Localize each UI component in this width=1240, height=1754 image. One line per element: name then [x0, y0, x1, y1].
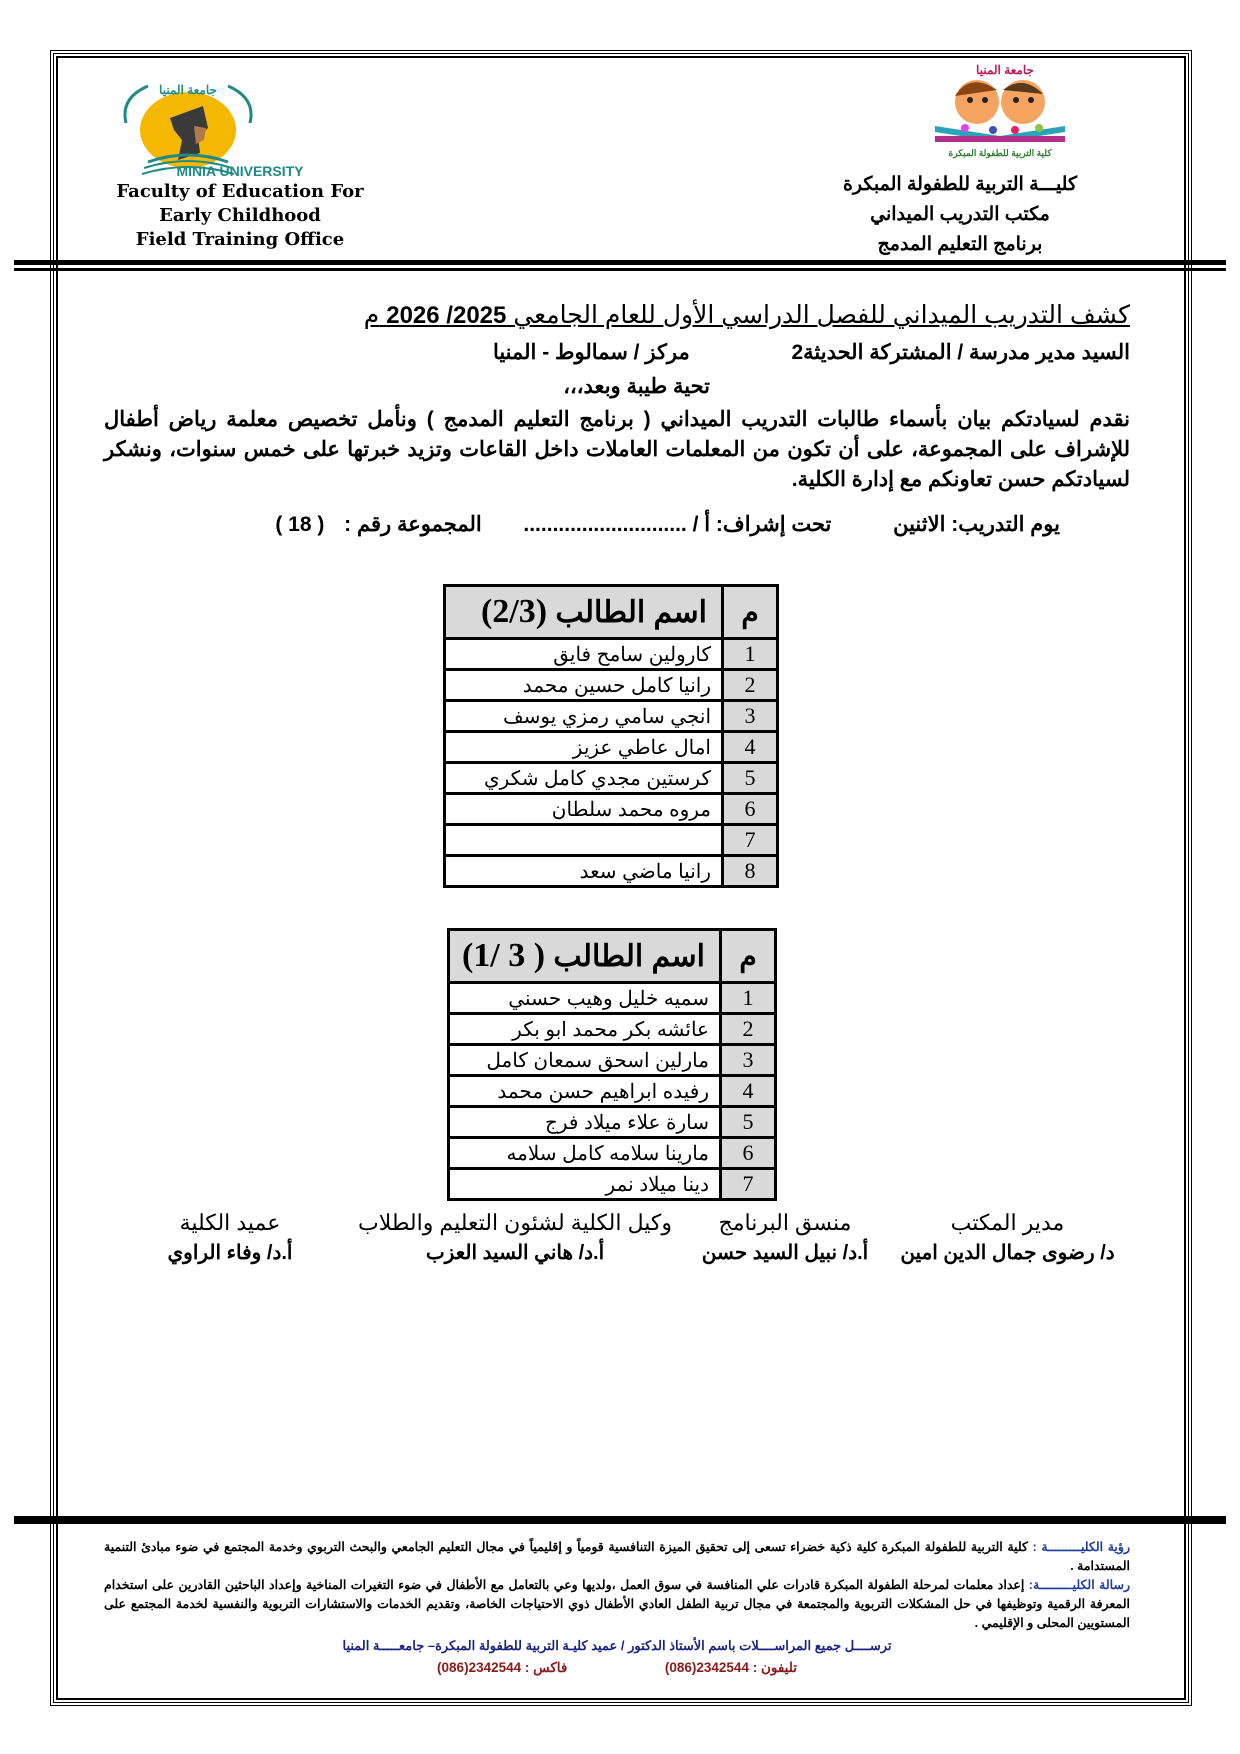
- table-row: [449, 1076, 776, 1107]
- phone-number: تليفون : 2342544(086): [664, 1660, 797, 1675]
- signature-title-program-coordinator: منسق البرنامج: [718, 1210, 852, 1235]
- student-name: دينا ميلاد نمر: [449, 1169, 721, 1200]
- student-name: كارولين سامح فايق: [445, 639, 723, 670]
- header-separator-thin: [14, 268, 1226, 271]
- row-number: 7: [721, 1169, 776, 1200]
- table-row: [445, 825, 778, 856]
- footer-separator: [14, 1516, 1226, 1524]
- addressee-line: [130, 340, 1130, 365]
- signature-name-vice-dean: أ.د/ هاني السيد العزب: [425, 1242, 605, 1264]
- student-name: مارينا سلامه كامل سلامه: [449, 1138, 721, 1169]
- row-number: 2: [721, 1014, 776, 1045]
- row-number: 6: [721, 1138, 776, 1169]
- vision-text: كلية التربية للطفولة المبكرة كلية ذكية خضراء تسعى إلى تحقيق الميزة التنافسية قومياً و إقليمياً في مجال التعليم الجامعي والبحث التربوي وخدمة المجتمع في ضوء مبادئ التنمية المستدامة .: [104, 1540, 1130, 1573]
- office-name-ar: مكتب التدريب الميداني: [870, 204, 1050, 225]
- vision-paragraph: [104, 1538, 1130, 1576]
- document-title: [364, 300, 1130, 330]
- student-name: رانيا كامل حسين محمد: [445, 670, 723, 701]
- header-name-text: اسم الطالب: [553, 940, 705, 973]
- title-year: 2025/ 2026: [386, 302, 507, 329]
- table-row: [449, 1138, 776, 1169]
- program-name-ar: برنامج التعليم المدمج: [877, 234, 1043, 255]
- table-row: [449, 1169, 776, 1200]
- faculty-name-ar: كليـــة التربية للطفولة المبكرة: [842, 174, 1078, 195]
- student-name: سميه خليل وهيب حسني: [449, 983, 721, 1014]
- row-number: 5: [721, 1107, 776, 1138]
- table-row: [449, 1107, 776, 1138]
- student-name: مارلين اسحق سمعان كامل: [449, 1045, 721, 1076]
- table-row: [445, 670, 778, 701]
- header-fraction: (2/3): [480, 593, 548, 630]
- faculty-logo: [915, 60, 1085, 160]
- table-row: [445, 856, 778, 887]
- arabic-header: [790, 170, 1130, 260]
- signature-title-office-manager: مدير المكتب: [950, 1210, 1065, 1235]
- column-header-name: [445, 586, 723, 639]
- table-row: [445, 763, 778, 794]
- group-number: ( 18 ): [275, 513, 325, 536]
- header-fraction: ( 3 /1): [461, 937, 546, 974]
- signature-name-dean: أ.د/ وفاء الراوي: [167, 1242, 293, 1264]
- right-logo-bottom-text: كلية التربية للطفولة المبكرة: [948, 148, 1052, 158]
- table-row: [445, 732, 778, 763]
- supervision-field: تحت إشراف: أ / ............................: [523, 513, 832, 536]
- training-day-label: يوم التدريب:: [951, 513, 1060, 536]
- mission-paragraph: [104, 1576, 1130, 1633]
- logo-arc-text: جامعة المنيا: [159, 83, 217, 97]
- student-name: انجي سامي رمزي يوسف: [445, 701, 723, 732]
- student-name: عائشه بكر محمد ابو بكر: [449, 1014, 721, 1045]
- signature-titles: [110, 1210, 1130, 1236]
- student-name: سارة علاء ميلاد فرج: [449, 1107, 721, 1138]
- student-name: رانيا ماضي سعد: [445, 856, 723, 887]
- row-number: 3: [721, 1045, 776, 1076]
- title-suffix: م: [363, 301, 380, 329]
- office-name-en: Field Training Office: [135, 229, 345, 250]
- column-header-number: م: [723, 586, 778, 639]
- column-header-number: م: [721, 930, 776, 983]
- mission-text: إعداد معلمات لمرحلة الطفولة المبكرة قادرات علي المنافسة في سوق العمل ،ولديها وعي بالتعامل مع الأطفال في ضوء التغيرات المناخية وإعداد الباحثين القادرين على استخدام المعرفة الرقمية وتوظيفها في حل المشكلات التربوية والمجتمعة في مجال تربية الطفل العادي الأطفال ذوي الاحتياجات الخاصة، وتقديم الخدمات والاستشارات التربوية والنفسية لخدمة المجتمع على المستويين المحلى و الإقليمي .: [104, 1578, 1130, 1630]
- table-row: [449, 1045, 776, 1076]
- minia-university-caption: MINIA UNIVERSITY: [176, 163, 304, 179]
- students-table-1-of-3: [447, 928, 777, 1201]
- signature-title-dean: عميد الكلية: [179, 1210, 281, 1235]
- row-number: 8: [723, 856, 778, 887]
- group-label: المجموعة رقم :: [344, 513, 482, 536]
- row-number: 1: [721, 983, 776, 1014]
- signature-names: [110, 1240, 1130, 1265]
- letter-body: نقدم لسيادتكم بيان بأسماء طالبات التدريب الميداني ( برنامج التعليم المدمج ) ونأمل تخصيص معلمة رياض أطفال للإشراف على المجموعة، على أن تكون من المعلمات العاملات داخل القاعات وتزيد خبرتها على خمس سنوات، ونشكر لسيادتكم حسن تعاونكم مع إدارة الكلية.: [104, 408, 1130, 491]
- row-number: 4: [723, 732, 778, 763]
- signature-name-office-manager: د/ رضوى جمال الدين امين: [900, 1242, 1115, 1264]
- student-name: امال عاطي عزيز: [445, 732, 723, 763]
- faculty-name-en: Faculty of Education For: [116, 181, 364, 202]
- row-number: 4: [721, 1076, 776, 1107]
- training-day: الاثنين: [893, 513, 946, 536]
- row-number: 5: [723, 763, 778, 794]
- location: مركز / سمالوط - المنيا: [492, 341, 690, 364]
- row-number: 6: [723, 794, 778, 825]
- training-meta: [160, 512, 1060, 537]
- column-header-name: [449, 930, 721, 983]
- row-number: 3: [723, 701, 778, 732]
- fax-number: فاكس : 2342544(086): [437, 1660, 568, 1675]
- footer-vision-mission: [104, 1538, 1130, 1633]
- addressee: السيد مدير مدرسة / المشتركة الحديثة2: [791, 341, 1130, 364]
- right-logo-arc-text: جامعة المنيا: [976, 63, 1034, 77]
- table-row: [449, 1014, 776, 1045]
- row-number: 1: [723, 639, 778, 670]
- header-name-text: اسم الطالب: [555, 596, 707, 629]
- row-number: 2: [723, 670, 778, 701]
- correspondence-note: ترســــل جميع المراســــلات باسم الأستاذ الدكتور / عميد كليـة التربية للطفولة المبكرة– جامعـــــة المنيا: [342, 1638, 892, 1653]
- table-row: [449, 983, 776, 1014]
- table-row: [445, 794, 778, 825]
- table-row: [445, 701, 778, 732]
- student-name: مروه محمد سلطان: [445, 794, 723, 825]
- signature-name-program-coordinator: أ.د/ نبيل السيد حسن: [701, 1242, 869, 1264]
- row-number: 7: [723, 825, 778, 856]
- signature-title-vice-dean: وكيل الكلية لشئون التعليم والطلاب: [358, 1210, 672, 1235]
- student-name: كرستين مجدي كامل شكري: [445, 763, 723, 794]
- faculty-subtitle-en: Early Childhood: [159, 205, 321, 226]
- student-name: رفيده ابراهيم حسن محمد: [449, 1076, 721, 1107]
- table-row: [445, 639, 778, 670]
- contact-numbers: [104, 1660, 1130, 1676]
- greeting: تحية طيبة وبعد،،،: [563, 375, 710, 398]
- title-text: كشف التدريب الميداني للفصل الدراسي الأول للعام الجامعي: [513, 301, 1130, 329]
- header-separator: [14, 260, 1226, 265]
- student-name: [445, 825, 723, 856]
- vision-label: رؤية الكليـــــــــة :: [1032, 1540, 1130, 1554]
- english-header: [100, 163, 380, 252]
- mission-label: رسالة الكليـــــــــة:: [1028, 1578, 1130, 1592]
- table-header-row: [449, 930, 776, 983]
- students-table-2-of-3: [443, 584, 779, 888]
- table-header-row: [445, 586, 778, 639]
- children-book-icon: [915, 60, 1085, 160]
